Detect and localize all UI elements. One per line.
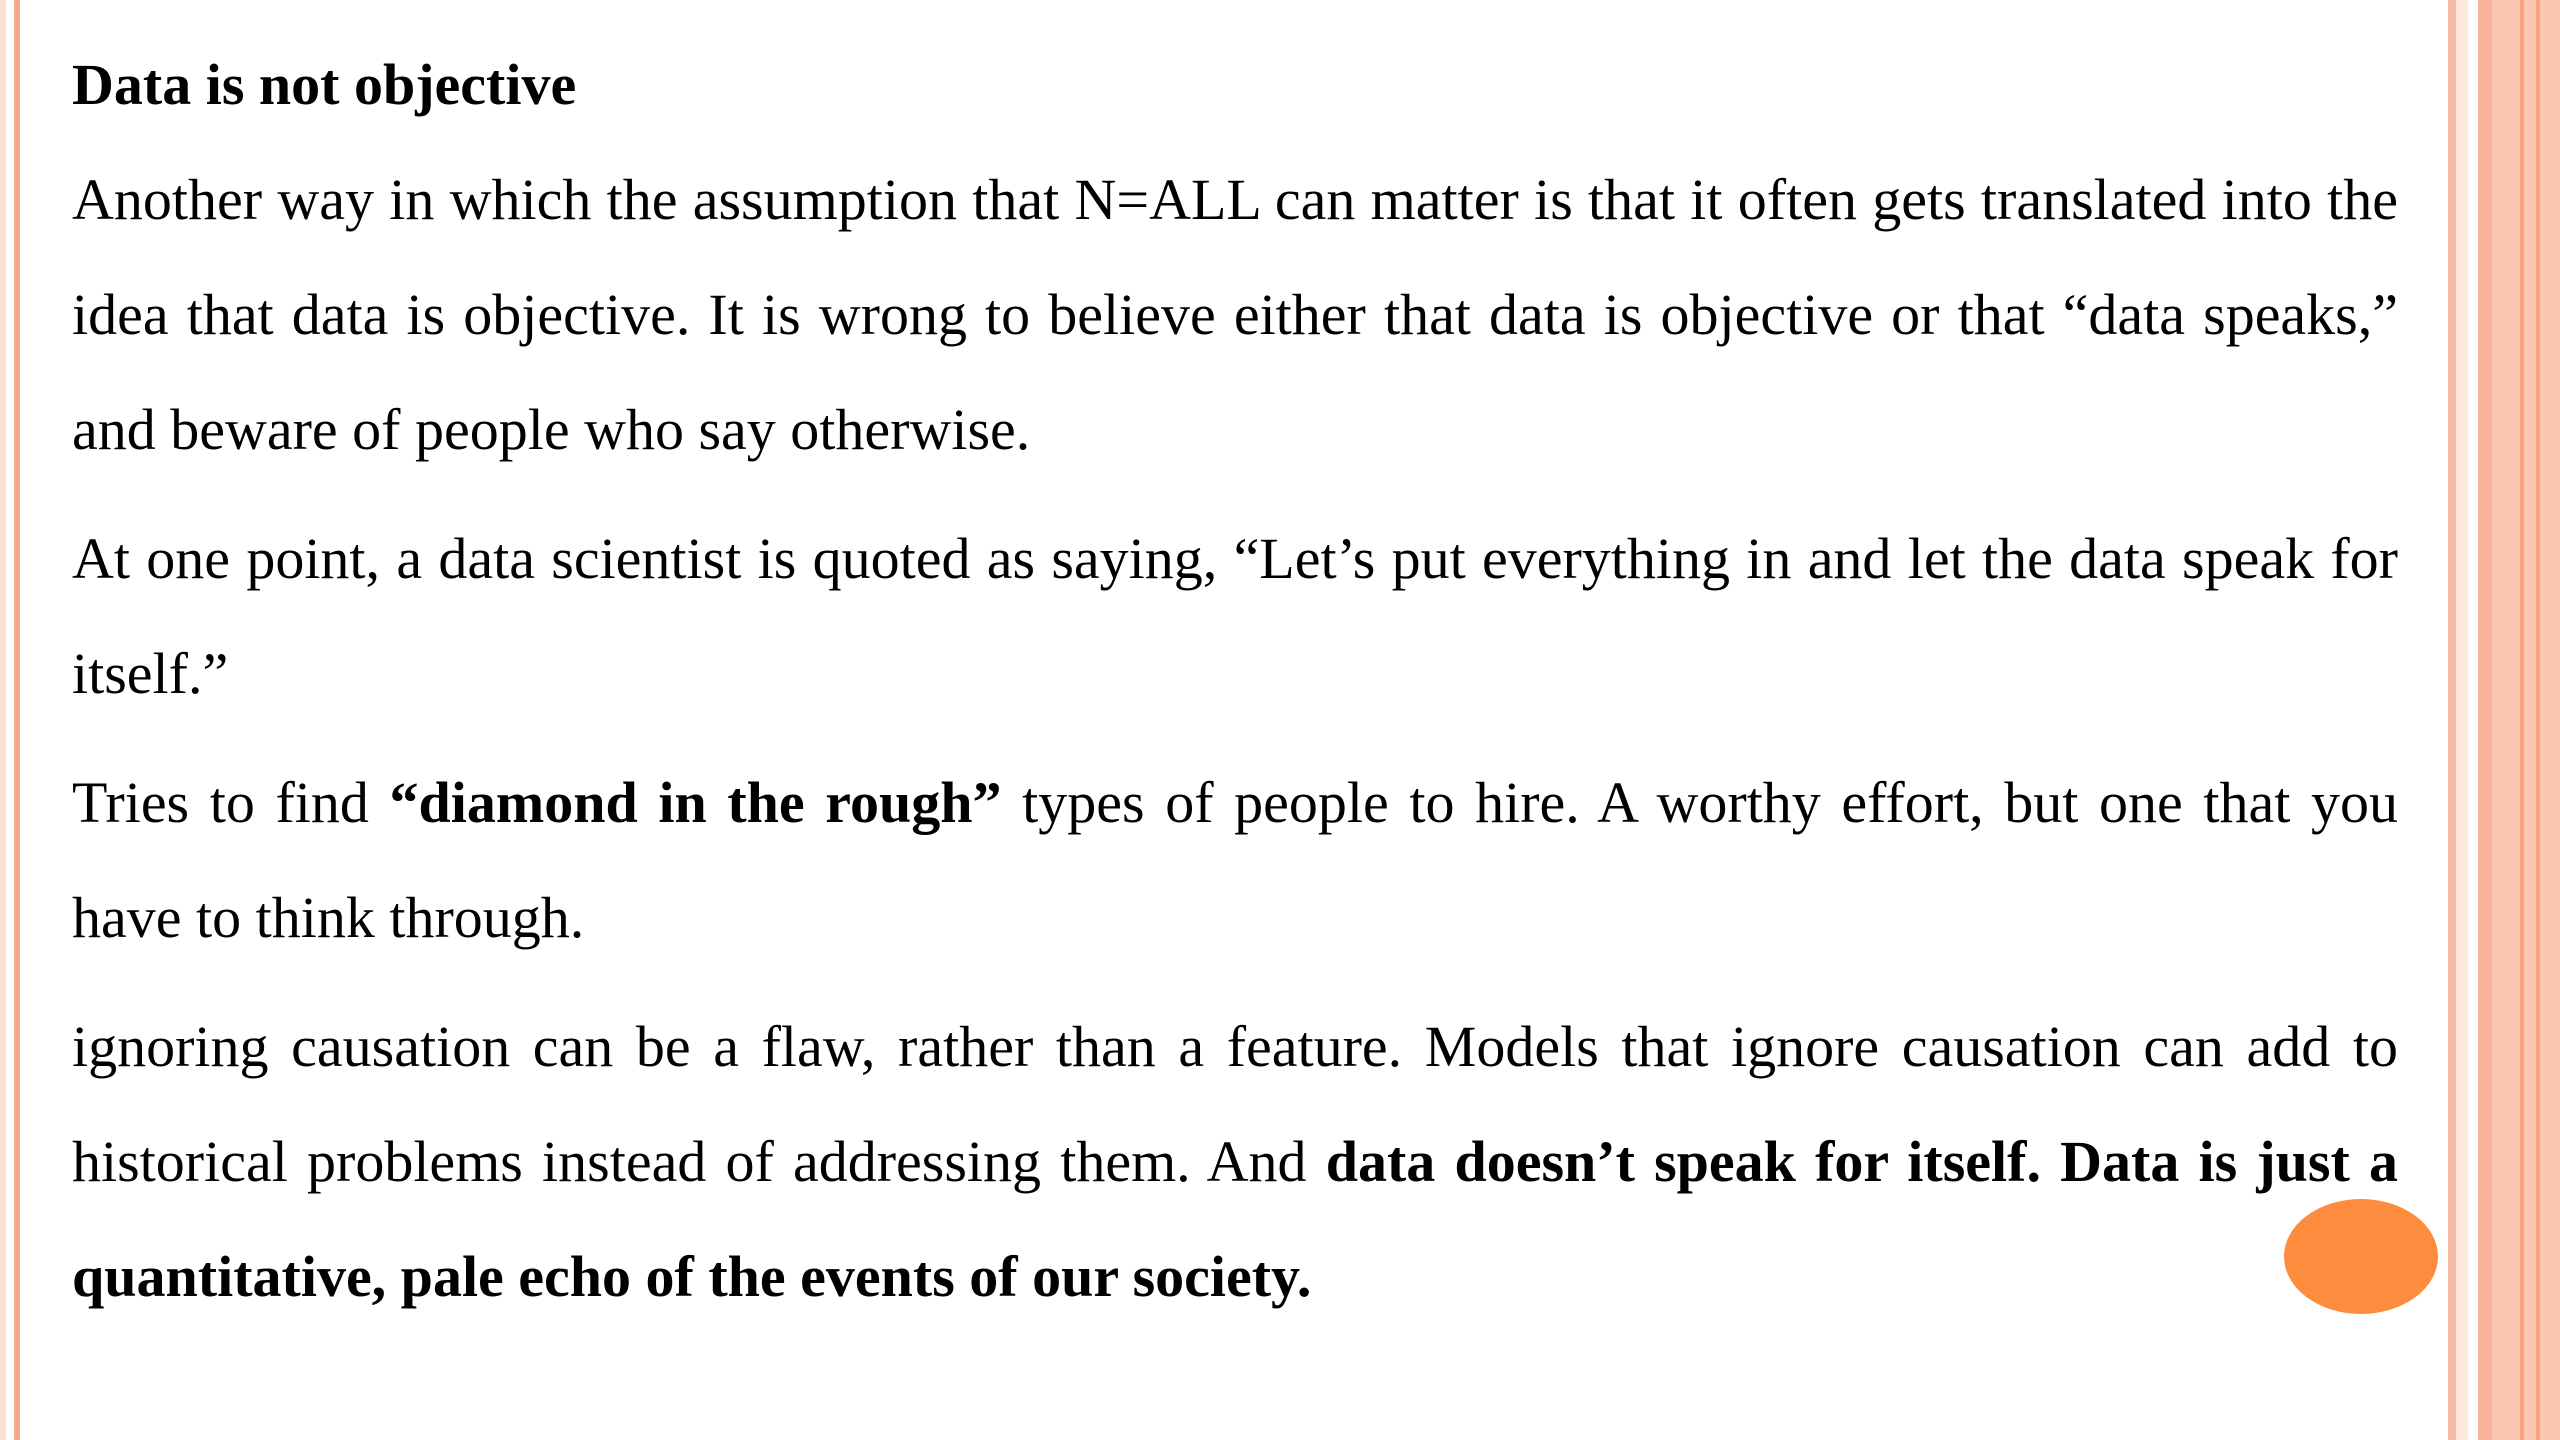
paragraph-text: Tries to find bbox=[72, 770, 390, 835]
paragraph-text: types of people to hire. A worthy effort, but one that you have to think through. bbox=[72, 770, 2398, 950]
paragraph-text: ignoring causation can be a flaw, rather than a feature. Models that ignore causation can add to historical problems instead of addressing them. And bbox=[72, 1014, 2398, 1194]
right-border-band bbox=[2468, 0, 2478, 1440]
slide-content bbox=[72, 40, 2398, 1348]
left-border-line-outer bbox=[0, 0, 6, 1440]
paragraph-causation bbox=[72, 989, 2398, 1334]
emphasis-text: data doesn’t speak for itself. Data is just a quantitative, pale echo of the events of our society. bbox=[72, 1129, 2398, 1309]
right-border-stripe bbox=[2520, 0, 2524, 1440]
orange-circle-decoration bbox=[2284, 1199, 2438, 1314]
paragraph-diamond-in-rough bbox=[72, 745, 2398, 975]
left-border-line-inner bbox=[14, 0, 20, 1440]
right-border-band bbox=[2448, 0, 2456, 1440]
paragraph-data-scientist-quote: At one point, a data scientist is quoted as saying, “Let’s put everything in and let the data speak for itself.” bbox=[72, 526, 2398, 706]
right-border-band bbox=[2492, 0, 2560, 1440]
slide-heading: Data is not objective bbox=[72, 52, 577, 117]
right-border-band bbox=[2456, 0, 2468, 1440]
right-border-stripe bbox=[2536, 0, 2540, 1440]
paragraph-n-all: Another way in which the assumption that N=ALL can matter is that it often gets translated into the idea that data is objective. It is wrong to believe either that data is objective or that “data speaks,” and beware of people who say otherwise. bbox=[72, 167, 2398, 462]
right-border-band bbox=[2478, 0, 2492, 1440]
emphasis-text: “diamond in the rough” bbox=[389, 770, 1002, 835]
